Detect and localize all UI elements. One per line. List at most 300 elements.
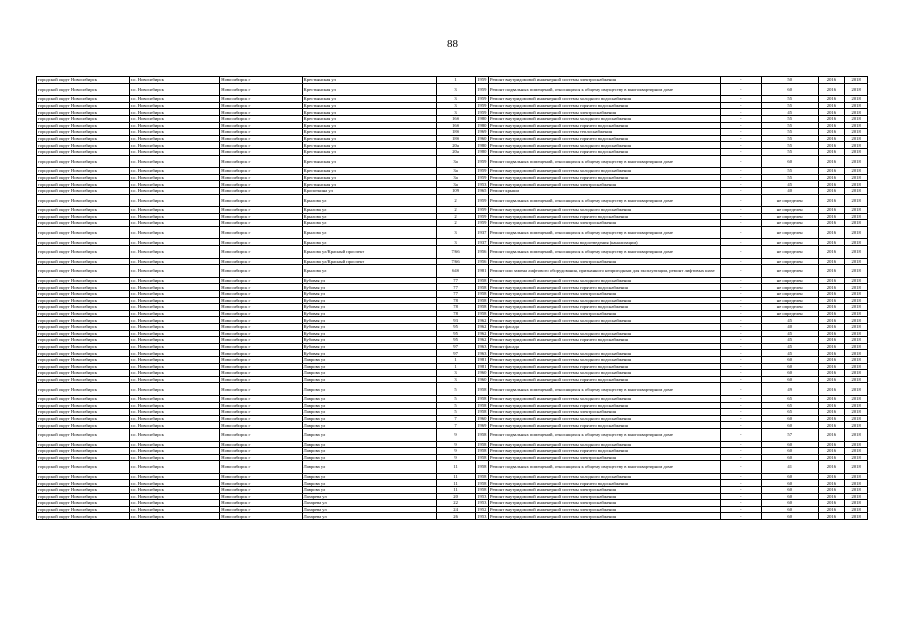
year-cell: 1963 [475, 350, 488, 357]
street-cell: Крестьянская ул [302, 174, 436, 181]
municipality-cell: г.о. Новосибирск [129, 506, 220, 513]
area-cell: - [720, 297, 761, 304]
table-row [37, 409, 868, 416]
area-cell: - [720, 122, 761, 129]
term-cell: 60 [761, 363, 818, 370]
year-from-cell: 2016 [818, 448, 845, 455]
house-cell: 3 [436, 96, 475, 103]
year-to-cell: 2018 [845, 284, 868, 291]
work-type-cell: Ремонт подвальных помещений, относящихся к общему имуществу в многоквартирном доме [489, 83, 721, 96]
year-from-cell: 2016 [818, 213, 845, 220]
city-cell: Новосибирск г [220, 258, 302, 265]
year-cell: 1969 [475, 129, 488, 136]
year-cell: 1959 [475, 96, 488, 103]
street-cell: Лазарева ул [302, 513, 436, 520]
table-row [37, 461, 868, 474]
table-row [37, 102, 868, 109]
municipality-cell: г.о. Новосибирск [129, 155, 220, 168]
district-cell: городской округ Новосибирск [37, 513, 130, 520]
house-cell: 5 [436, 402, 475, 409]
area-cell: - [720, 226, 761, 239]
term-cell: 55 [761, 168, 818, 175]
term-cell: 60 [761, 376, 818, 383]
year-cell: 1963 [475, 343, 488, 350]
term-cell: 45 [761, 317, 818, 324]
municipality-cell: г.о. Новосибирск [129, 297, 220, 304]
term-cell: 55 [761, 96, 818, 103]
year-from-cell: 2016 [818, 304, 845, 311]
area-cell: - [720, 337, 761, 344]
municipality-cell: г.о. Новосибирск [129, 370, 220, 377]
year-cell: 1959 [475, 109, 488, 116]
house-cell: 24 [436, 506, 475, 513]
city-cell: Новосибирск г [220, 304, 302, 311]
year-from-cell: 2016 [818, 500, 845, 507]
municipality-cell: г.о. Новосибирск [129, 258, 220, 265]
year-cell: 1958 [475, 383, 488, 396]
city-cell: Новосибирск г [220, 409, 302, 416]
year-to-cell: 2018 [845, 395, 868, 402]
municipality-cell: г.о. Новосибирск [129, 83, 220, 96]
city-cell: Новосибирск г [220, 350, 302, 357]
table-row [37, 356, 868, 363]
street-cell: Кубовая ул [302, 317, 436, 324]
term-cell: 60 [761, 473, 818, 480]
year-cell: 1958 [475, 395, 488, 402]
table-row [37, 317, 868, 324]
term-cell: 60 [761, 454, 818, 461]
work-type-cell: Ремонт внутридомовой инженерной системы электроснабжения [489, 493, 721, 500]
year-to-cell: 2018 [845, 174, 868, 181]
house-cell: 3 [436, 370, 475, 377]
table-row [37, 506, 868, 513]
municipality-cell: г.о. Новосибирск [129, 350, 220, 357]
district-cell: городской округ Новосибирск [37, 473, 130, 480]
house-cell: 5 [436, 383, 475, 396]
house-cell: 20а [436, 142, 475, 149]
table-row [37, 277, 868, 284]
year-to-cell: 2018 [845, 356, 868, 363]
work-type-cell: Ремонт внутридомовой инженерной системы холодного водоснабжения [489, 168, 721, 175]
house-cell: 11 [436, 480, 475, 487]
area-cell: - [720, 415, 761, 422]
municipality-cell: г.о. Новосибирск [129, 324, 220, 331]
year-to-cell: 2018 [845, 142, 868, 149]
term-cell: 60 [761, 506, 818, 513]
district-cell: городской округ Новосибирск [37, 337, 130, 344]
work-type-cell: Ремонт внутридомовой инженерной системы горячего водоснабжения [489, 363, 721, 370]
year-to-cell: 2018 [845, 220, 868, 227]
year-from-cell: 2016 [818, 239, 845, 246]
area-cell: - [720, 246, 761, 259]
house-cell: 9 [436, 441, 475, 448]
house-cell: 3а [436, 155, 475, 168]
municipality-cell: г.о. Новосибирск [129, 148, 220, 155]
district-cell: городской округ Новосибирск [37, 370, 130, 377]
municipality-cell: г.о. Новосибирск [129, 337, 220, 344]
table-row [37, 109, 868, 116]
term-cell: 55 [761, 122, 818, 129]
district-cell: городской округ Новосибирск [37, 448, 130, 455]
street-cell: Крестьянская ул [302, 77, 436, 84]
house-cell: 97 [436, 350, 475, 357]
term-cell: 50 [761, 77, 818, 84]
year-cell: 1960 [475, 415, 488, 422]
term-cell: 60 [761, 513, 818, 520]
area-cell: - [720, 213, 761, 220]
street-cell: Кубовая ул [302, 343, 436, 350]
year-cell: 1956 [475, 258, 488, 265]
district-cell: городской округ Новосибирск [37, 155, 130, 168]
city-cell: Новосибирск г [220, 102, 302, 109]
year-to-cell: 2018 [845, 265, 868, 278]
table-row [37, 376, 868, 383]
year-cell: 1962 [475, 330, 488, 337]
year-cell: 1958 [475, 409, 488, 416]
year-to-cell: 2018 [845, 246, 868, 259]
district-cell: городской округ Новосибирск [37, 246, 130, 259]
city-cell: Новосибирск г [220, 213, 302, 220]
year-to-cell: 2018 [845, 168, 868, 175]
year-from-cell: 2016 [818, 428, 845, 441]
street-cell: Лаврова ул [302, 363, 436, 370]
district-cell: городской округ Новосибирск [37, 461, 130, 474]
city-cell: Новосибирск г [220, 122, 302, 129]
city-cell: Новосибирск г [220, 246, 302, 259]
area-cell: - [720, 220, 761, 227]
year-cell: 1981 [475, 363, 488, 370]
year-to-cell: 2018 [845, 337, 868, 344]
house-cell: 3 [436, 376, 475, 383]
district-cell: городской округ Новосибирск [37, 258, 130, 265]
street-cell: Лаврова ул [302, 383, 436, 396]
municipality-cell: г.о. Новосибирск [129, 77, 220, 84]
work-type-cell: Ремонт внутридомовой инженерной системы горячего водоснабжения [489, 376, 721, 383]
term-cell: не определен [761, 213, 818, 220]
street-cell: Лаврова ул [302, 441, 436, 448]
term-cell: не определен [761, 246, 818, 259]
table-row [37, 493, 868, 500]
area-cell: - [720, 129, 761, 136]
year-cell: 1958 [475, 277, 488, 284]
district-cell: городской округ Новосибирск [37, 265, 130, 278]
city-cell: Новосибирск г [220, 506, 302, 513]
area-cell: - [720, 291, 761, 298]
municipality-cell: г.о. Новосибирск [129, 213, 220, 220]
year-to-cell: 2018 [845, 461, 868, 474]
year-to-cell: 2018 [845, 207, 868, 214]
city-cell: Новосибирск г [220, 461, 302, 474]
table-row [37, 135, 868, 142]
house-cell: 95 [436, 330, 475, 337]
house-cell: 9 [436, 454, 475, 461]
year-to-cell: 2018 [845, 239, 868, 246]
municipality-cell: г.о. Новосибирск [129, 415, 220, 422]
year-to-cell: 2018 [845, 310, 868, 317]
work-type-cell: Ремонт подвальных помещений, относящихся к общему имуществу в многоквартирном доме [489, 226, 721, 239]
area-cell: - [720, 500, 761, 507]
district-cell: городской округ Новосибирск [37, 284, 130, 291]
work-type-cell: Ремонт внутридомовой инженерной системы горячего водоснабжения [489, 174, 721, 181]
city-cell: Новосибирск г [220, 370, 302, 377]
street-cell: Лаврова ул [302, 487, 436, 494]
district-cell: городской округ Новосибирск [37, 220, 130, 227]
street-cell: Лазарева ул [302, 500, 436, 507]
year-cell: 1959 [475, 213, 488, 220]
year-to-cell: 2018 [845, 415, 868, 422]
area-cell: - [720, 487, 761, 494]
area-cell: - [720, 454, 761, 461]
city-cell: Новосибирск г [220, 480, 302, 487]
year-from-cell: 2016 [818, 135, 845, 142]
year-from-cell: 2016 [818, 506, 845, 513]
house-cell: 9 [436, 428, 475, 441]
table-row [37, 220, 868, 227]
area-cell: - [720, 83, 761, 96]
table-row [37, 343, 868, 350]
street-cell: Крестьянская ул [302, 115, 436, 122]
district-cell: городской округ Новосибирск [37, 409, 130, 416]
city-cell: Новосибирск г [220, 330, 302, 337]
term-cell: 57 [761, 428, 818, 441]
table-row [37, 395, 868, 402]
street-cell: Лаврова ул [302, 454, 436, 461]
year-cell: 1962 [475, 317, 488, 324]
work-type-cell: Ремонт внутридомовой инженерной системы горячего водоснабжения [489, 304, 721, 311]
work-type-cell: Ремонт внутридомовой инженерной системы холодного водоснабжения [489, 317, 721, 324]
table-row [37, 350, 868, 357]
house-cell: 3 [436, 83, 475, 96]
year-cell: 1958 [475, 473, 488, 480]
city-cell: Новосибирск г [220, 473, 302, 480]
district-cell: городской округ Новосибирск [37, 395, 130, 402]
street-cell: Лаврова ул [302, 473, 436, 480]
house-cell: 7/66 [436, 246, 475, 259]
work-type-cell: Ремонт подвальных помещений, относящихся к общему имуществу в многоквартирном доме [489, 428, 721, 441]
year-cell: 1959 [475, 83, 488, 96]
city-cell: Новосибирск г [220, 500, 302, 507]
year-to-cell: 2018 [845, 383, 868, 396]
work-type-cell: Ремонт фасада [489, 324, 721, 331]
municipality-cell: г.о. Новосибирск [129, 129, 220, 136]
area-cell: - [720, 448, 761, 455]
work-type-cell: Ремонт подвальных помещений, относящихся к общему имуществу в многоквартирном доме [489, 246, 721, 259]
year-from-cell: 2016 [818, 402, 845, 409]
city-cell: Новосибирск г [220, 284, 302, 291]
house-cell: 95 [436, 337, 475, 344]
table-row [37, 181, 868, 188]
district-cell: городской округ Новосибирск [37, 291, 130, 298]
municipality-cell: г.о. Новосибирск [129, 461, 220, 474]
municipality-cell: г.о. Новосибирск [129, 109, 220, 116]
city-cell: Новосибирск г [220, 207, 302, 214]
term-cell: 55 [761, 115, 818, 122]
year-to-cell: 2018 [845, 129, 868, 136]
district-cell: городской округ Новосибирск [37, 363, 130, 370]
area-cell: - [720, 135, 761, 142]
municipality-cell: г.о. Новосибирск [129, 181, 220, 188]
district-cell: городской округ Новосибирск [37, 174, 130, 181]
work-type-cell: Ремонт внутридомовой инженерной системы холодного водоснабжения [489, 96, 721, 103]
district-cell: городской округ Новосибирск [37, 383, 130, 396]
house-cell: 77 [436, 284, 475, 291]
area-cell: - [720, 324, 761, 331]
term-cell: 45 [761, 109, 818, 116]
district-cell: городской округ Новосибирск [37, 304, 130, 311]
table-row [37, 226, 868, 239]
district-cell: городской округ Новосибирск [37, 226, 130, 239]
street-cell: Лаврова ул [302, 395, 436, 402]
year-cell: 1980 [475, 142, 488, 149]
street-cell: Кубовая ул [302, 310, 436, 317]
table-row [37, 363, 868, 370]
municipality-cell: г.о. Новосибирск [129, 96, 220, 103]
work-type-cell: Ремонт подвальных помещений, относящихся к общему имуществу в многоквартирном доме [489, 155, 721, 168]
capital-repair-table [36, 76, 868, 520]
area-cell: - [720, 395, 761, 402]
work-type-cell: Ремонт внутридомовой инженерной системы горячего водоснабжения [489, 337, 721, 344]
city-cell: Новосибирск г [220, 376, 302, 383]
year-to-cell: 2018 [845, 330, 868, 337]
year-cell: 1960 [475, 376, 488, 383]
work-type-cell: Ремонт внутридомовой инженерной системы горячего водоснабжения [489, 422, 721, 429]
table-row [37, 213, 868, 220]
term-cell: 45 [761, 330, 818, 337]
year-cell: 1959 [475, 194, 488, 207]
district-cell: городской округ Новосибирск [37, 181, 130, 188]
house-cell: 18б [436, 135, 475, 142]
year-cell: 1937 [475, 239, 488, 246]
street-cell: Крестьянская ул [302, 83, 436, 96]
area-cell: - [720, 77, 761, 84]
work-type-cell: Ремонт внутридомовой инженерной системы электроснабжения [489, 500, 721, 507]
year-from-cell: 2016 [818, 363, 845, 370]
year-from-cell: 2016 [818, 383, 845, 396]
term-cell: 60 [761, 493, 818, 500]
house-cell: 78 [436, 304, 475, 311]
city-cell: Новосибирск г [220, 187, 302, 194]
house-cell: 20а [436, 148, 475, 155]
year-to-cell: 2018 [845, 181, 868, 188]
term-cell: 60 [761, 370, 818, 377]
city-cell: Новосибирск г [220, 493, 302, 500]
year-cell: 1959 [475, 155, 488, 168]
house-cell: 95 [436, 324, 475, 331]
year-from-cell: 2016 [818, 415, 845, 422]
house-cell: 7 [436, 422, 475, 429]
work-type-cell: Ремонт внутридомовой инженерной системы горячего водоснабжения [489, 102, 721, 109]
district-cell: городской округ Новосибирск [37, 239, 130, 246]
work-type-cell: Ремонт внутридомовой инженерной системы горячего водоснабжения [489, 480, 721, 487]
area-cell: - [720, 142, 761, 149]
work-type-cell: Ремонт внутридомовой инженерной системы холодного водоснабжения [489, 415, 721, 422]
street-cell: Крестьянская ул [302, 142, 436, 149]
year-to-cell: 2018 [845, 148, 868, 155]
work-type-cell: Ремонт подвальных помещений, относящихся к общему имуществу в многоквартирном доме [489, 383, 721, 396]
year-cell: 1980 [475, 148, 488, 155]
year-cell: 1958 [475, 487, 488, 494]
street-cell: Кропоткина ул [302, 187, 436, 194]
house-cell: 2 [436, 220, 475, 227]
work-type-cell: Ремонт внутридомовой инженерной системы электроснабжения [489, 487, 721, 494]
year-to-cell: 2018 [845, 422, 868, 429]
work-type-cell: Ремонт внутридомовой инженерной системы холодного водоснабжения [489, 350, 721, 357]
street-cell: Кубовая ул [302, 330, 436, 337]
district-cell: городской округ Новосибирск [37, 109, 130, 116]
area-cell: - [720, 513, 761, 520]
term-cell: 60 [761, 480, 818, 487]
year-cell: 1981 [475, 265, 488, 278]
city-cell: Новосибирск г [220, 77, 302, 84]
street-cell: Крестьянская ул [302, 135, 436, 142]
city-cell: Новосибирск г [220, 142, 302, 149]
street-cell: Крылова ул [302, 265, 436, 278]
district-cell: городской округ Новосибирск [37, 356, 130, 363]
street-cell: Лаврова ул [302, 409, 436, 416]
year-from-cell: 2016 [818, 480, 845, 487]
city-cell: Новосибирск г [220, 135, 302, 142]
year-cell: 1958 [475, 304, 488, 311]
table-row [37, 500, 868, 507]
district-cell: городской округ Новосибирск [37, 487, 130, 494]
term-cell: 55 [761, 102, 818, 109]
area-cell: - [720, 96, 761, 103]
municipality-cell: г.о. Новосибирск [129, 265, 220, 278]
area-cell: - [720, 461, 761, 474]
street-cell: Лаврова ул [302, 428, 436, 441]
year-cell: 1958 [475, 480, 488, 487]
street-cell: Крылова ул/Красный проспект [302, 246, 436, 259]
year-from-cell: 2016 [818, 473, 845, 480]
year-cell: 1958 [475, 461, 488, 474]
municipality-cell: г.о. Новосибирск [129, 135, 220, 142]
municipality-cell: г.о. Новосибирск [129, 115, 220, 122]
house-cell: 78 [436, 297, 475, 304]
year-cell: 1959 [475, 168, 488, 175]
district-cell: городской округ Новосибирск [37, 422, 130, 429]
city-cell: Новосибирск г [220, 317, 302, 324]
year-to-cell: 2018 [845, 317, 868, 324]
year-from-cell: 2016 [818, 297, 845, 304]
year-to-cell: 2018 [845, 277, 868, 284]
city-cell: Новосибирск г [220, 356, 302, 363]
term-cell: 60 [761, 500, 818, 507]
table-row [37, 246, 868, 259]
year-from-cell: 2016 [818, 102, 845, 109]
city-cell: Новосибирск г [220, 422, 302, 429]
table-row [37, 148, 868, 155]
municipality-cell: г.о. Новосибирск [129, 277, 220, 284]
area-cell: - [720, 473, 761, 480]
term-cell: не определен [761, 310, 818, 317]
house-cell: 97 [436, 343, 475, 350]
street-cell: Крылова ул [302, 213, 436, 220]
house-cell: 77 [436, 291, 475, 298]
house-cell: 2 [436, 207, 475, 214]
house-cell: 2 [436, 213, 475, 220]
year-from-cell: 2016 [818, 337, 845, 344]
year-from-cell: 2016 [818, 207, 845, 214]
municipality-cell: г.о. Новосибирск [129, 310, 220, 317]
street-cell: Лаврова ул [302, 402, 436, 409]
area-cell: - [720, 409, 761, 416]
house-cell: 16б [436, 115, 475, 122]
year-cell: 1937 [475, 226, 488, 239]
street-cell: Кубовая ул [302, 324, 436, 331]
term-cell: 60 [761, 448, 818, 455]
house-cell: 64б [436, 265, 475, 278]
municipality-cell: г.о. Новосибирск [129, 330, 220, 337]
